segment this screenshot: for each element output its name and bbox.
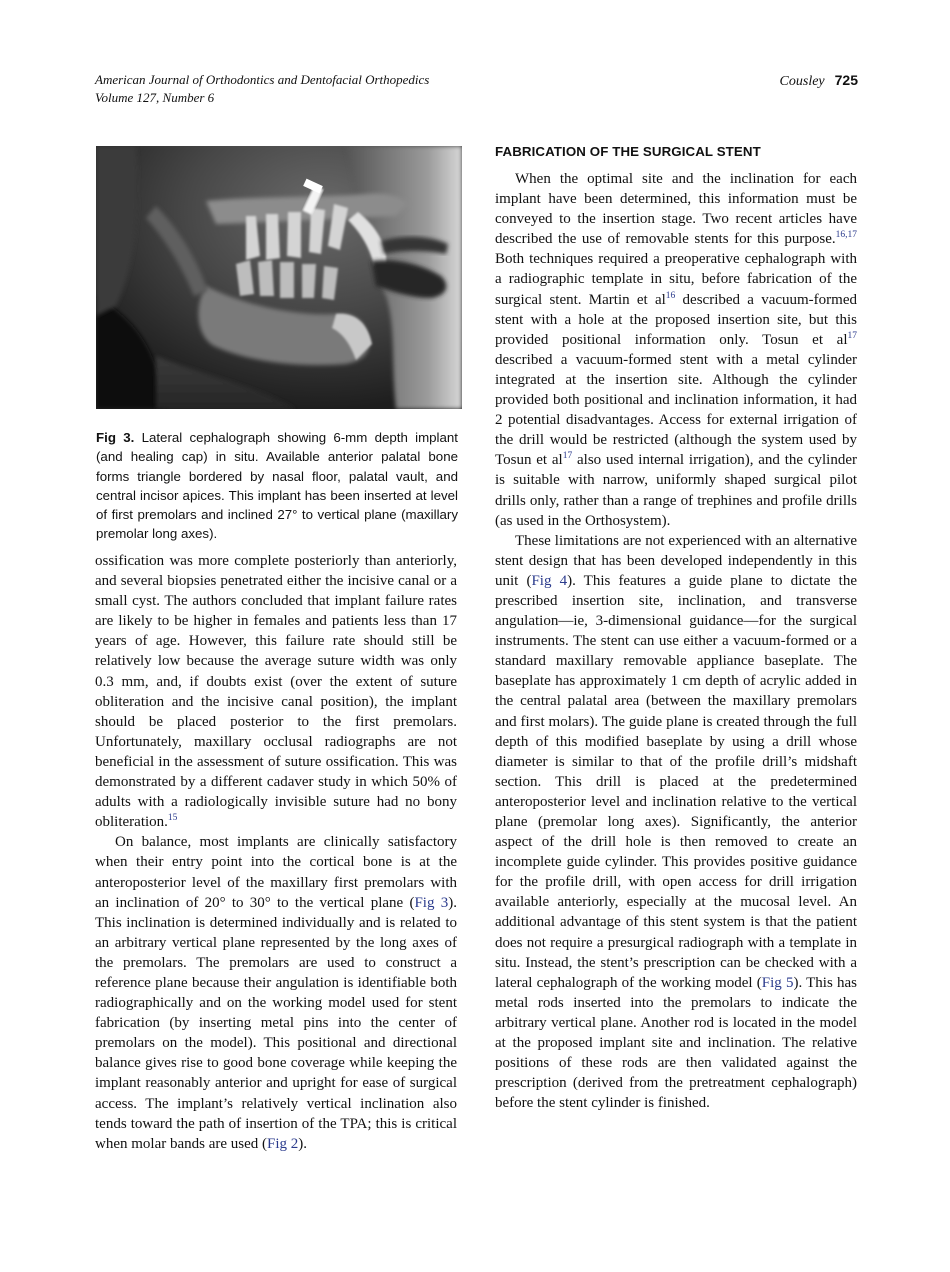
paragraph xyxy=(495,531,857,1114)
figure-link[interactable]: Fig 3 xyxy=(414,894,449,911)
text-run: described a vacuum-formed stent with a metal cylinder integrated at the insertion site. Although the cylinder provided both positional and inclination information, it had 2 potential disadvantages. Access for external irrigation of the drill would be restricted (although the system used by Tosun et al xyxy=(495,351,857,469)
reference-superscript[interactable]: 16 xyxy=(665,290,676,301)
page-number: 725 xyxy=(834,72,858,88)
text-run: Both techniques required a preoperative cephalograph with a radiographic template in situ, before fabrication of the surgical stent. Martin et al xyxy=(495,251,857,308)
reference-superscript[interactable]: 15 xyxy=(167,813,178,824)
text-run: also used internal irrigation), and the cylinder is suitable with narrow, uniformly shaped surgical pilot drills only, rather than a range of trephines and profile drills (as used in the Orthosystem). xyxy=(495,452,857,529)
figure-caption xyxy=(96,428,458,544)
figure-link[interactable]: Fig 4 xyxy=(531,572,568,589)
journal-title: American Journal of Orthodontics and Dentofacial Orthopedics xyxy=(95,72,430,87)
figure-link[interactable]: Fig 2 xyxy=(267,1135,299,1152)
page-info xyxy=(780,71,858,91)
author-name: Cousley xyxy=(779,74,825,89)
text-run: ). xyxy=(298,1135,308,1152)
text-run: When the optimal site and the inclination for each implant have been determined, this information must be conveyed to the insertion stage. Two recent articles have described the use of removable stents for this purpose. xyxy=(495,171,857,248)
section-heading: FABRICATION OF THE SURGICAL STENT xyxy=(495,144,761,159)
reference-superscript[interactable]: 17 xyxy=(847,330,857,341)
text-run: ossification was more complete posteriorly than anteriorly, and several biopsies penetrated either the incisive canal or a small cyst. The authors concluded that implant failure rates are likely to be higher in females and patients less than 17 years of age. However, this failure rate should still be relatively low because the average suture width was only 0.3 mm, and, if doubts exist (over the extent of suture obliteration and the incisive canal position), the implant should be placed posterior to the first premolars. Unfortunately, maxillary occlusal radiographs are not beneficial in the assessment of suture ossification. This was demonstrated by a different cadaver study in which 50% of adults with a radiologically invisible suture had no bony obliteration. xyxy=(95,553,457,831)
right-column-text xyxy=(495,169,857,1113)
reference-superscript[interactable]: 16,17 xyxy=(835,230,857,241)
running-head xyxy=(95,71,858,107)
text-run: These limitations are not experienced with an alternative stent design that has been developed independently in this unit ( xyxy=(495,532,857,589)
text-run: described a vacuum-formed stent with a hole at the proposed insertion site, but this provided positional information only. Tosun et al xyxy=(495,291,857,348)
paragraph xyxy=(95,551,457,832)
left-column-text xyxy=(95,551,457,1154)
reference-superscript[interactable]: 17 xyxy=(562,451,573,462)
journal-volume: Volume 127, Number 6 xyxy=(95,90,215,105)
text-run: ). This features a guide plane to dictate the prescribed insertion site, inclination, and transverse angulation—ie, 3-dimensional guidance—for the surgical instruments. The stent can use either a vacuum-formed or a standard maxillary removable appliance baseplate. The baseplate has approximately 1 cm depth of acrylic added in the central palatal area (between the maxillary premolars and first molars). The guide plane is created through the full depth of this modified baseplate by using a drill whose diameter is similar to that of the profile drill’s midshaft section. This drill is placed at the predetermined anteroposterior level and inclination relative to the vertical plane (premolar long axes). Significantly, the anterior aspect of the drill hole is then removed to create an incomplete guide cylinder. This provides positive guidance for the profile drill, with open access for drill irrigation available anteriorly, especially at the mucosal level. An additional advantage of this stent system is that the patient does not require a presurgical radiograph with a template in situ. Instead, the stent’s prescription can be checked with a lateral cephalograph of the working model ( xyxy=(495,572,857,991)
paragraph xyxy=(95,832,457,1154)
paragraph xyxy=(495,169,857,531)
figure-label: Fig 3. xyxy=(96,430,135,445)
text-run: ). This inclination is determined individually and is related to an arbitrary vertical plane represented by the long axes of the premolars. The premolars are used to construct a reference plane because their angulation is identifiable both radiographically and on the working model used for stent fabrication (by inserting metal pins into the center of premolars on the model). This positional and directional balance gives rise to good bone coverage while keeping the implant reasonably anterior and upright for ease of surgical access. The implant’s relatively vertical inclination also tends toward the path of insertion of the TPA; this is critical when molar bands are used ( xyxy=(95,894,457,1152)
figure-caption-text: Lateral cephalograph showing 6-mm depth implant (and healing cap) in situ. Available anterior palatal bone forms triangle bordered by nasal floor, palatal vault, and central incisor apices. This implant has been inserted at level of first premolars and inclined 27° to vertical plane (maxillary premolar long axes). xyxy=(96,430,458,542)
text-run: ). This has metal rods inserted into the premolars to indicate the arbitrary vertical plane. Another rod is located in the model at the proposed implant site and inclination. The relative positions of these rods are then validated against the prescription (derived from the pretreatment cephalograph) before the stent cylinder is finished. xyxy=(495,974,857,1112)
figure-link[interactable]: Fig 5 xyxy=(761,974,794,991)
xray-image xyxy=(96,146,462,409)
cephalograph-figure xyxy=(96,146,462,409)
text-run: On balance, most implants are clinically satisfactory when their entry point into the cortical bone is at the anteroposterior level of the maxillary first premolars with an inclination of 20° to 30° to the vertical plane ( xyxy=(95,834,457,911)
